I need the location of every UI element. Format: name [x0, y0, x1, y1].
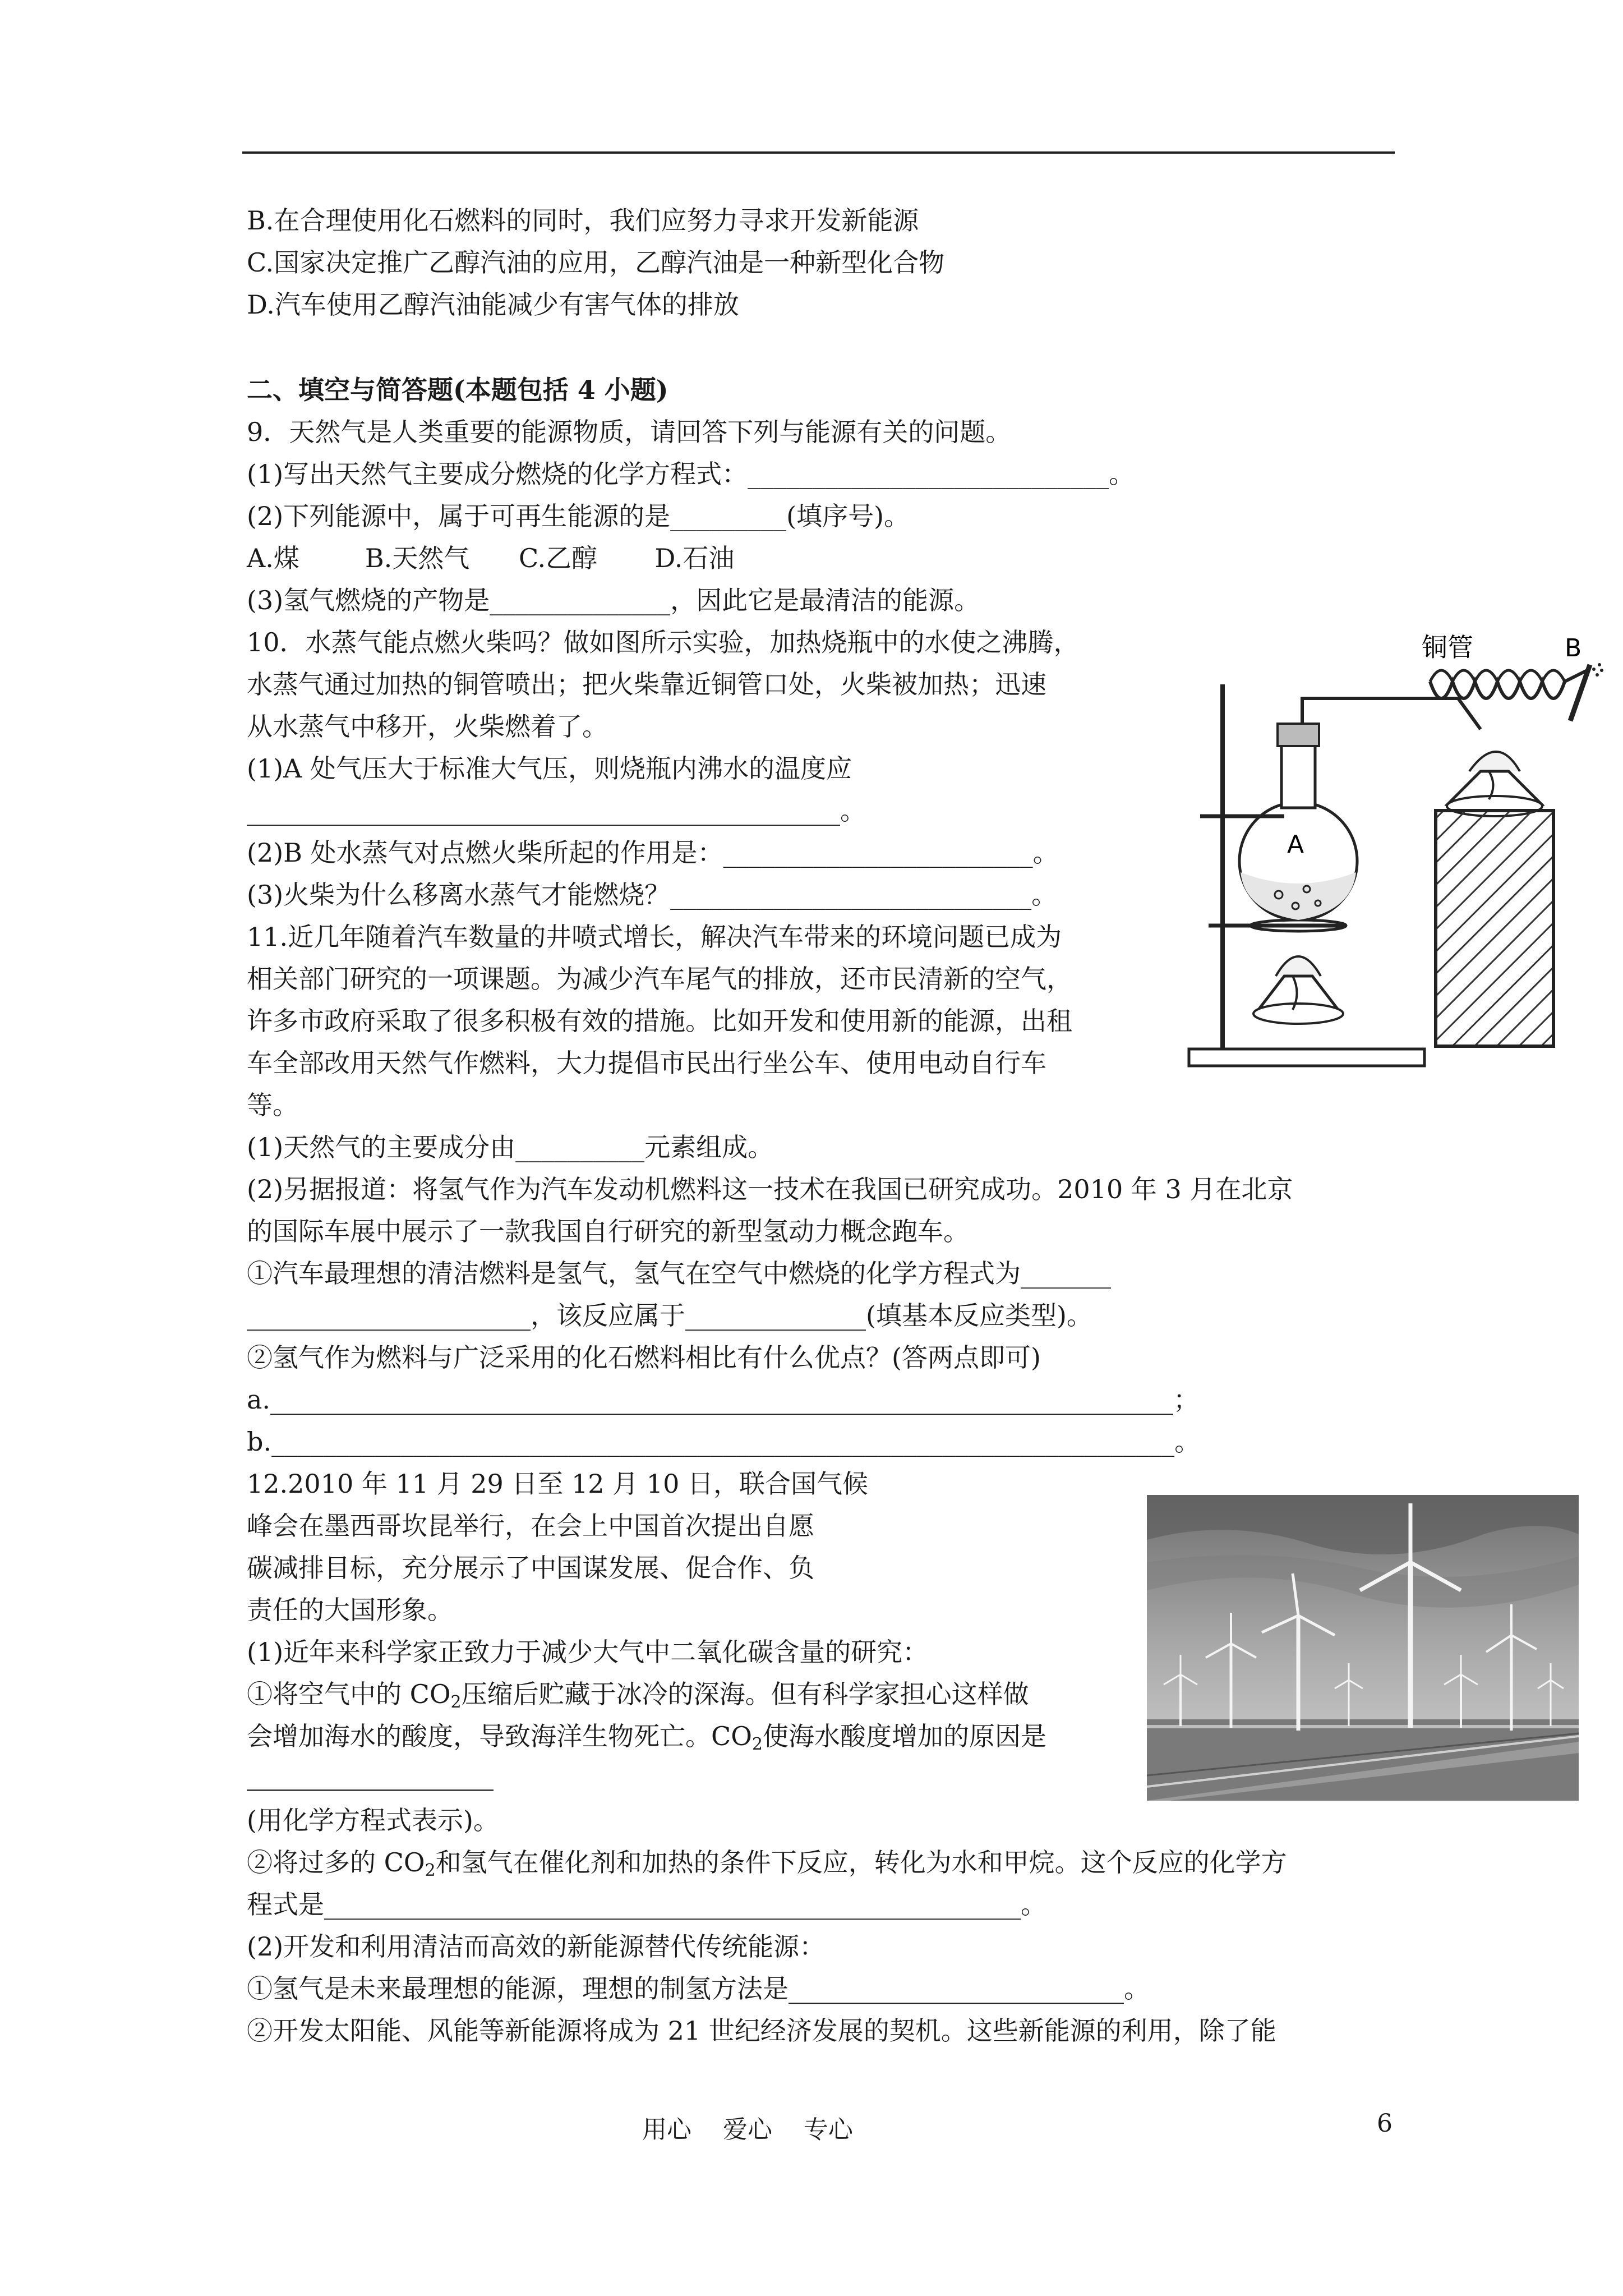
q12-part2-sub2: ②开发太阳能、风能等新能源将成为 21 世纪经济发展的契机。这些新能源的利用，除了能	[247, 2016, 1276, 2046]
q11-answer-a: a.______________________________________________________________________；	[247, 1384, 1200, 1415]
q10-part3: (3)火柴为什么移离水蒸气才能燃烧？____________________________。	[247, 880, 1058, 910]
header-rule	[242, 151, 1395, 154]
q12-answer-blank	[247, 1789, 494, 1791]
option-d: D.汽车使用乙醇汽油能减少有害气体的排放	[247, 289, 739, 320]
q11-part1: (1)天然气的主要成分由__________元素组成。	[247, 1132, 774, 1162]
label-copper-tube: 铜管	[1422, 632, 1473, 662]
q10-stem-1: 10．水蒸气能点燃火柴吗？做如图所示实验，加热烧瓶中的水使之沸腾，	[247, 627, 1080, 657]
wind-turbine-photo	[1147, 1495, 1579, 1801]
page-number: 6	[1377, 2109, 1393, 2138]
option-b: B.在合理使用化石燃料的同时，我们应努力寻求开发新能源	[247, 205, 919, 236]
q10-stem-3: 从水蒸气中移开，火柴燃着了。	[247, 711, 608, 742]
q12-sub2-1: ②将过多的 $CO_2$和氢气在催化剂和加热的条件下反应，转化为水和甲烷。这个反应的化学方	[247, 1847, 1287, 1880]
q12-sub1-2: 会增加海水的酸度，导致海洋生物死亡。$CO_2$使海水酸度增加的原因是	[247, 1721, 1047, 1754]
q12-sub1-1: ①将空气中的 $CO_2$压缩后贮藏于冰冷的深海。但有科学家担心这样做	[247, 1679, 1029, 1712]
q12-sub1-3: (用化学方程式表示)。	[247, 1805, 499, 1835]
q10-stem-2: 水蒸气通过加热的铜管喷出；把火柴靠近铜管口处，火柴被加热；迅速	[247, 669, 1046, 700]
q9-part2: (2)下列能源中，属于可再生能源的是_________(填序号)。	[247, 501, 910, 531]
q10-part1: (1)A 处气压大于标准大气压，则烧瓶内沸水的温度应	[247, 753, 852, 784]
q11-stem-4: 车全部改用天然气作燃料，大力提倡市民出行坐公车、使用电动自行车	[247, 1048, 1046, 1078]
label-b: B	[1565, 634, 1582, 662]
q10-part1-blank: ______________________________________________。	[247, 795, 866, 826]
q12-part2-sub1: ①氢气是未来最理想的能源，理想的制氢方法是__________________________。	[247, 1973, 1150, 2004]
q11-sub1-2: ______________________，该反应属于______________(填基本反应类型)。	[247, 1300, 1092, 1331]
q12-stem-4: 责任的大国形象。	[247, 1595, 453, 1625]
q9-part1: (1)写出天然气主要成分燃烧的化学方程式：____________________________。	[247, 459, 1135, 489]
q9-part3: (3)氢气燃烧的产物是______________，因此它是最清洁的能源。	[247, 585, 980, 615]
footer-motto: 用心 爱心 专心	[642, 2115, 853, 2144]
q11-stem-5: 等。	[247, 1090, 298, 1120]
q11-part2-1: (2)另据报道：将氢气作为汽车发动机燃料这一技术在我国已研究成功。2010 年 3 月在北京	[247, 1174, 1293, 1204]
q11-part2-2: 的国际车展中展示了一款我国自行研究的新型氢动力概念跑车。	[247, 1216, 969, 1246]
q10-part2: (2)B 处水蒸气对点燃火柴所起的作用是：________________________。	[247, 838, 1059, 868]
q12-part1: (1)近年来科学家正致力于减少大气中二氧化碳含量的研究：	[247, 1637, 929, 1667]
q11-sub2: ②氢气作为燃料与广泛采用的化石燃料相比有什么优点？(答两点即可)	[247, 1342, 1041, 1373]
steam-apparatus-diagram	[1178, 631, 1604, 1091]
q11-stem-3: 许多市政府采取了很多积极有效的措施。比如开发和使用新的能源，出租	[247, 1006, 1072, 1036]
q11-sub1-1: ①汽车最理想的清洁燃料是氢气，氢气在空气中燃烧的化学方程式为_______	[247, 1258, 1111, 1289]
q11-stem-2: 相关部门研究的一项课题。为减少汽车尾气的排放，还市民清新的空气，	[247, 964, 1072, 994]
q12-part2: (2)开发和利用清洁而高效的新能源替代传统能源：	[247, 1931, 826, 1962]
q12-stem-1: 12.2010 年 11 月 29 日至 12 月 10 日，联合国气候	[247, 1469, 868, 1499]
q9-stem: 9．天然气是人类重要的能源物质，请回答下列与能源有关的问题。	[247, 417, 1012, 447]
q11-answer-b: b.______________________________________________________________________。	[247, 1427, 1201, 1457]
q12-sub2-2: 程式是______________________________________________________。	[247, 1889, 1046, 1920]
q12-stem-2: 峰会在墨西哥坎昆举行，在会上中国首次提出自愿	[247, 1511, 814, 1541]
q12-stem-3: 碳减排目标，充分展示了中国谋发展、促合作、负	[247, 1553, 814, 1583]
q11-stem-1: 11.近几年随着汽车数量的井喷式增长，解决汽车带来的环境问题已成为	[247, 922, 1062, 952]
label-a: A	[1287, 830, 1304, 859]
option-c: C.国家决定推广乙醇汽油的应用，乙醇汽油是一种新型化合物	[247, 247, 945, 278]
section-title: 二、填空与简答题(本题包括 4 小题)	[247, 375, 668, 405]
q9-choices: A.煤 B.天然气 C.乙醇 D.石油	[247, 543, 735, 573]
